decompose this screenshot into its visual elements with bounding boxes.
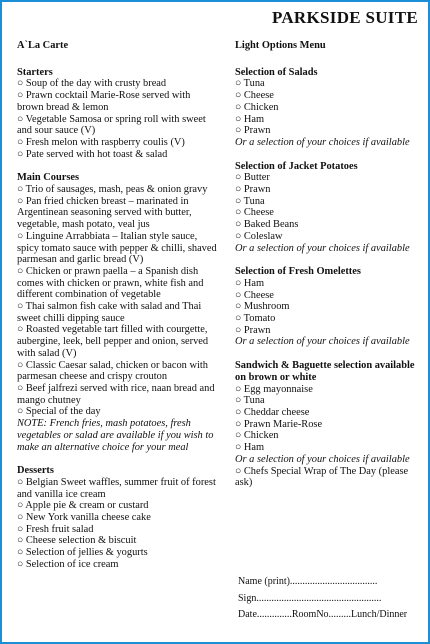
menu-item[interactable]: ○ Prawn cocktail Marie-Rose served with brown bread & lemon — [17, 90, 191, 113]
sign-field[interactable]: Sign.................................................. — [238, 592, 382, 604]
menu-item[interactable]: ○ Cheddar cheese — [235, 406, 310, 418]
menu-item[interactable]: ○ Roasted vegetable tart filled with courgette, aubergine, leek, bell pepper and onion, served with salad (V) — [17, 324, 209, 359]
menu-item[interactable]: ○ Prawn — [235, 184, 271, 196]
menu-item[interactable]: ○ Fresh fruit salad — [17, 523, 94, 535]
menu-item[interactable]: ○ Prawn — [235, 125, 271, 137]
menu-item[interactable]: ○ Selection of ice cream — [17, 558, 119, 570]
name-field[interactable]: Name (print)................................... — [238, 576, 378, 587]
menu-item[interactable]: ○ Beef jalfrezi served with rice, naan bread and mango chutney — [17, 382, 215, 406]
menu-item[interactable]: ○ Special of the day — [17, 406, 101, 418]
menu-item[interactable]: ○ Belgian Sweet waffles, summer fruit of forest and vanilla ice cream — [17, 476, 216, 500]
page-title: PARKSIDE SUITE — [271, 8, 418, 27]
menu-item[interactable]: ○ Selection of jellies & yogurts — [17, 547, 148, 559]
menu-item[interactable]: ○ Trio of sausages, mash, peas & onion gravy — [17, 184, 208, 196]
menu-item[interactable]: ○ Ham — [235, 113, 265, 125]
menu-item[interactable]: ○ Cheese — [235, 207, 274, 219]
a-la-carte-heading: A`La Carte — [17, 40, 69, 51]
menu-item[interactable]: ○ Vegetable Samosa or spring roll with sweet and sour sauce (V) — [17, 113, 206, 137]
section-note: NOTE: French fries, mash potatoes, fresh vegetables or salad are available if you wish to make an alternative choice for your meal — [17, 418, 214, 453]
menu-section — [235, 67, 421, 149]
date-room-meal-field[interactable]: Date..............RoomNo.........Lunch/Dinner — [238, 609, 408, 620]
section-title: Selection of Jacket Potatoes — [235, 160, 358, 172]
menu-item[interactable]: ○ Prawn — [235, 324, 271, 336]
section-note: Or a selection of your choices if available — [235, 453, 410, 465]
menu-item[interactable]: ○ Chicken or prawn paella – a Spanish dish comes with chicken or prawn, white fish and different combination of vegetable — [17, 265, 204, 301]
menu-item[interactable]: ○ Ham — [235, 277, 265, 289]
menu-item[interactable]: ○ Chicken — [235, 430, 279, 442]
a-la-carte-column — [17, 40, 217, 583]
menu-item[interactable]: ○ Cheese selection & biscuit — [17, 535, 137, 547]
section-note: Or a selection of your choices if available — [235, 242, 410, 254]
section-title: Main Courses — [17, 172, 80, 184]
menu-item[interactable]: ○ Mushroom — [235, 301, 290, 313]
menu-item[interactable]: ○ Egg mayonnaise — [235, 383, 313, 395]
menu-section — [235, 360, 421, 489]
menu-item[interactable]: ○ Apple pie & cream or custard — [17, 500, 149, 512]
menu-item[interactable]: ○ Tomato — [235, 313, 276, 325]
menu-item[interactable]: ○ Classic Caesar salad, chicken or bacon with parmesan cheese and crispy crouton — [17, 359, 208, 383]
menu-item[interactable]: ○ Cheese — [235, 289, 274, 301]
menu-item[interactable]: ○ Pan fried chicken breast – marinated in Argentinean seasoning served with butter, vegetable, mash potato, veal jus — [17, 195, 192, 231]
menu-item[interactable]: ○ Soup of the day with crusty bread — [17, 78, 167, 90]
menu-section — [235, 266, 421, 348]
section-note: Or a selection of your choices if available — [235, 136, 410, 148]
menu-item[interactable]: ○ Linguine Arrabbiata – Italian style sauce, spicy tomato sauce with pepper & chilli, shaved parmesan and garlic bread (V) — [17, 230, 217, 266]
menu-item[interactable]: ○ Chefs Special Wrap of The Day (please ask) — [235, 465, 409, 489]
menu-item[interactable]: ○ Coleslaw — [235, 230, 283, 242]
menu-item[interactable]: ○ Cheese — [235, 90, 274, 102]
light-options-column — [235, 40, 421, 501]
order-form — [238, 574, 407, 624]
light-options-heading: Light Options Menu — [235, 40, 326, 51]
menu-section — [17, 465, 217, 570]
menu-item[interactable]: ○ Ham — [235, 442, 265, 454]
menu-section — [17, 172, 217, 453]
menu-item[interactable]: ○ Tuna — [235, 395, 265, 407]
menu-item[interactable]: ○ Tuna — [235, 195, 265, 207]
section-title: Sandwich & Baguette selection available on brown or white — [235, 360, 415, 383]
menu-item[interactable]: ○ Chicken — [235, 101, 279, 113]
section-title: Selection of Fresh Omelettes — [235, 266, 361, 278]
menu-section — [17, 67, 217, 161]
menu-item[interactable]: ○ Fresh melon with raspberry coulis (V) — [17, 136, 185, 148]
menu-item[interactable]: ○ Butter — [235, 172, 270, 184]
section-title: Selection of Salads — [235, 66, 318, 78]
menu-item[interactable]: ○ Prawn Marie-Rose — [235, 418, 323, 430]
menu-item[interactable]: ○ Tuna — [235, 78, 265, 90]
section-note: Or a selection of your choices if available — [235, 336, 410, 348]
menu-item[interactable]: ○ New York vanilla cheese cake — [17, 512, 151, 524]
menu-item[interactable]: ○ Baked Beans — [235, 219, 299, 231]
section-title: Starters — [17, 66, 53, 78]
section-title: Desserts — [17, 465, 54, 477]
menu-section — [235, 161, 421, 255]
menu-item[interactable]: ○ Thai salmon fish cake with salad and Thai sweet chilli dipping sauce — [17, 301, 202, 324]
menu-item[interactable]: ○ Pate served with hot toast & salad — [17, 148, 168, 160]
